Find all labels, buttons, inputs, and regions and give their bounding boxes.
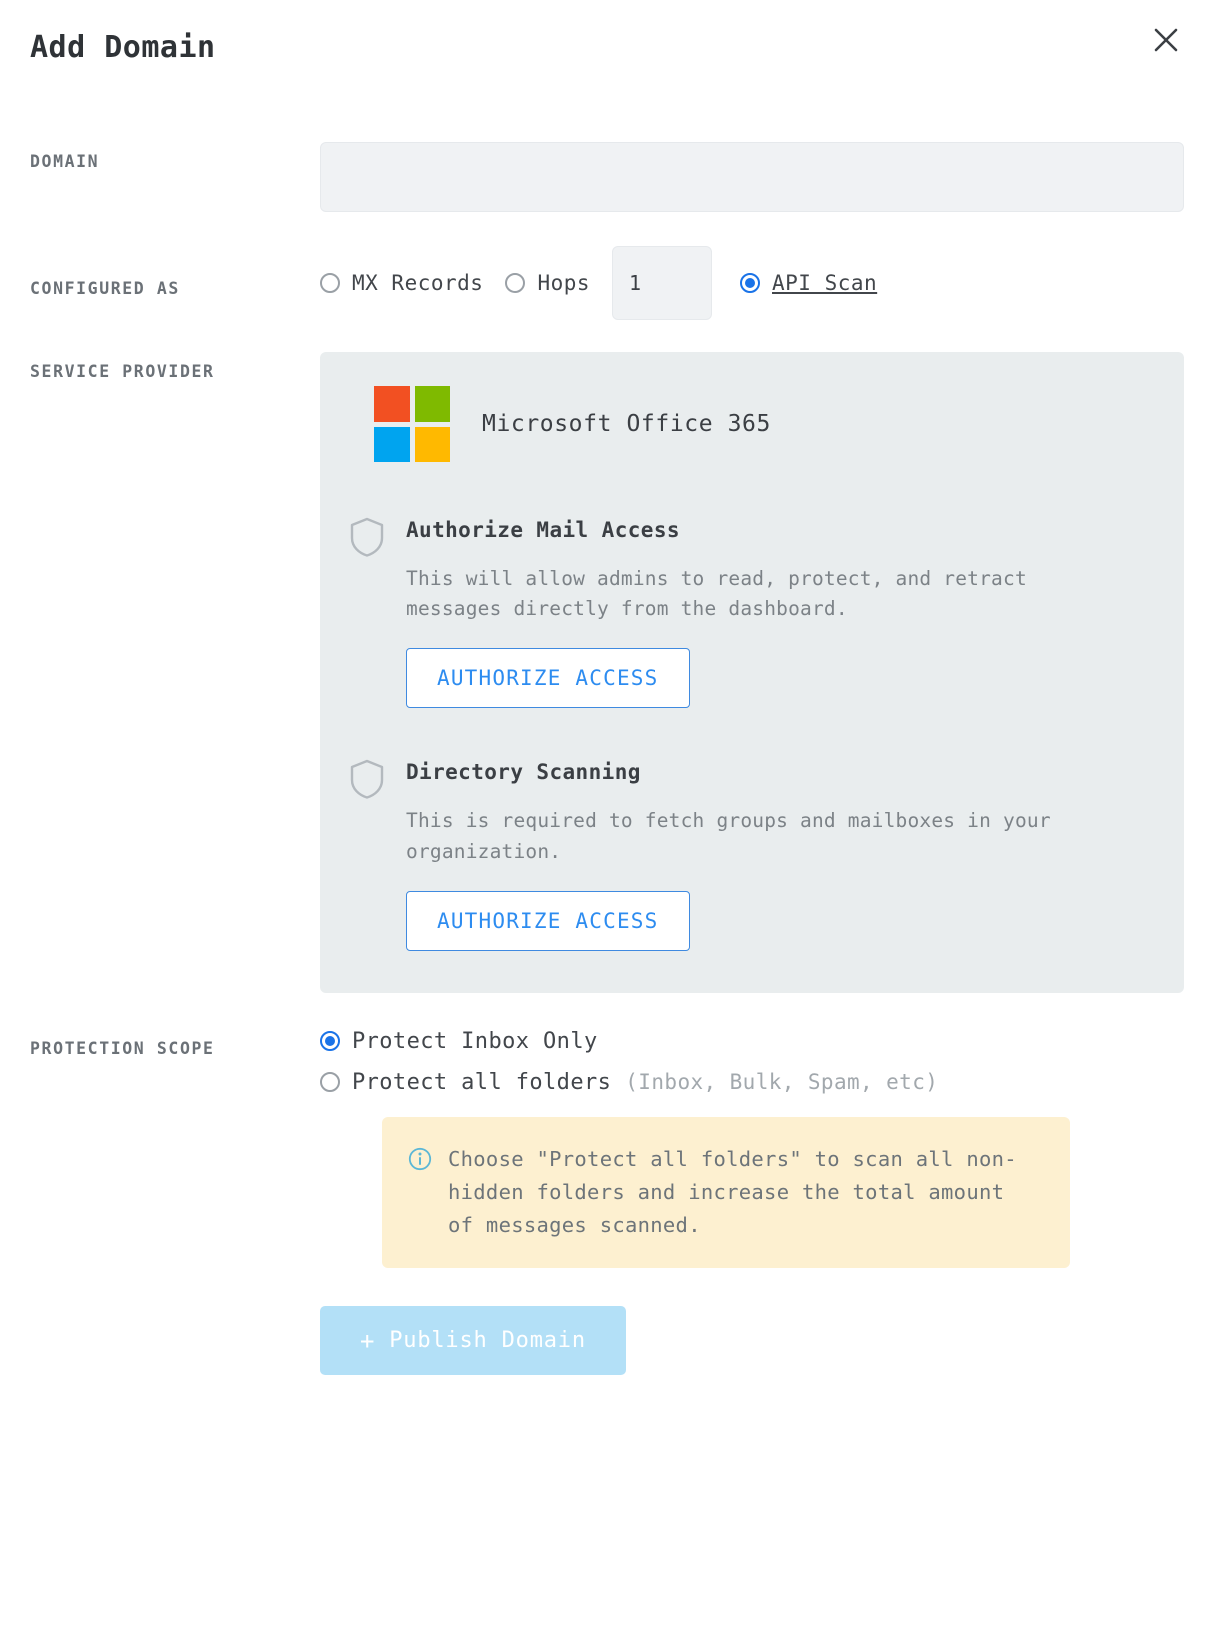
service-provider-label: SERVICE PROVIDER bbox=[30, 362, 215, 381]
close-glyph bbox=[1151, 25, 1181, 55]
service-provider-row bbox=[0, 352, 1214, 993]
authorize-mail-access-block bbox=[348, 514, 1150, 708]
ms-logo-square-red bbox=[374, 386, 410, 422]
configured-as-options bbox=[320, 246, 1184, 320]
close-icon[interactable] bbox=[1144, 18, 1188, 62]
authorize-mail-access-desc: This will allow admins to read, protect, and retract messages directly from the dashboard. bbox=[406, 567, 1027, 621]
radio-mx-records-dot bbox=[320, 273, 340, 293]
directory-scanning-body bbox=[406, 756, 1150, 950]
domain-row bbox=[0, 142, 1214, 212]
authorize-mail-access-title: Authorize Mail Access bbox=[406, 518, 680, 542]
radio-hops[interactable] bbox=[505, 271, 590, 295]
protection-scope-field bbox=[320, 1029, 1184, 1269]
directory-scanning-button[interactable]: AUTHORIZE ACCESS bbox=[406, 891, 690, 951]
page-title: Add Domain bbox=[30, 30, 216, 65]
radio-mx-records[interactable] bbox=[320, 271, 483, 295]
radio-mx-records-label: MX Records bbox=[352, 271, 484, 295]
radio-api-scan[interactable] bbox=[740, 271, 877, 295]
configured-as-field bbox=[320, 246, 1184, 320]
dialog-header bbox=[0, 0, 1214, 100]
radio-protect-inbox-only-label: Protect Inbox Only bbox=[352, 1028, 598, 1054]
provider-name: Microsoft Office 365 bbox=[482, 411, 771, 437]
radio-hops-dot bbox=[505, 273, 525, 293]
shield-icon bbox=[348, 756, 390, 804]
publish-domain-button[interactable] bbox=[320, 1306, 626, 1375]
plus-icon: + bbox=[360, 1326, 376, 1355]
radio-protect-all-folders[interactable] bbox=[320, 1070, 1184, 1095]
radio-hops-label: Hops bbox=[537, 271, 591, 295]
protection-scope-label: PROTECTION SCOPE bbox=[30, 1038, 215, 1058]
directory-scanning-block bbox=[348, 756, 1150, 950]
radio-protect-inbox-only-dot bbox=[320, 1031, 340, 1051]
protection-scope-info-box bbox=[382, 1117, 1070, 1269]
configured-as-label: CONFIGURED AS bbox=[30, 278, 180, 298]
ms-logo-square-yellow bbox=[415, 427, 451, 463]
provider-header bbox=[348, 386, 1150, 462]
protection-scope-row bbox=[0, 1029, 1214, 1269]
domain-label: DOMAIN bbox=[30, 152, 100, 171]
info-icon bbox=[408, 1143, 432, 1175]
protection-scope-info-text: Choose "Protect all folders" to scan all non-hidden folders and increase the total amount of messages scanned. bbox=[448, 1146, 1017, 1238]
radio-protect-all-folders-dot bbox=[320, 1072, 340, 1092]
ms-logo-square-green bbox=[415, 386, 451, 422]
directory-scanning-title: Directory Scanning bbox=[406, 760, 641, 785]
authorize-mail-access-button[interactable]: AUTHORIZE ACCESS bbox=[406, 648, 690, 708]
hops-input[interactable] bbox=[612, 246, 712, 320]
radio-protect-inbox-only[interactable] bbox=[320, 1029, 1184, 1054]
configured-as-row bbox=[0, 246, 1214, 320]
radio-protect-all-folders-label: Protect all folders bbox=[352, 1069, 612, 1095]
shield-icon bbox=[348, 514, 390, 562]
authorize-mail-access-body bbox=[406, 514, 1150, 708]
publish-row bbox=[0, 1306, 1214, 1375]
domain-field-wrap bbox=[320, 142, 1184, 212]
radio-api-scan-label: API Scan bbox=[772, 271, 878, 295]
directory-scanning-desc: This is required to fetch groups and mailboxes in your organization. bbox=[406, 809, 1051, 863]
domain-input[interactable] bbox=[320, 142, 1184, 212]
microsoft-logo-icon bbox=[374, 386, 450, 462]
service-provider-panel bbox=[320, 352, 1184, 993]
ms-logo-square-blue bbox=[374, 427, 410, 463]
publish-domain-label: Publish Domain bbox=[389, 1328, 586, 1354]
service-provider-field bbox=[320, 352, 1184, 993]
radio-api-scan-dot bbox=[740, 273, 760, 293]
radio-protect-all-folders-sub: (Inbox, Bulk, Spam, etc) bbox=[625, 1070, 939, 1095]
publish-field bbox=[320, 1306, 1184, 1375]
